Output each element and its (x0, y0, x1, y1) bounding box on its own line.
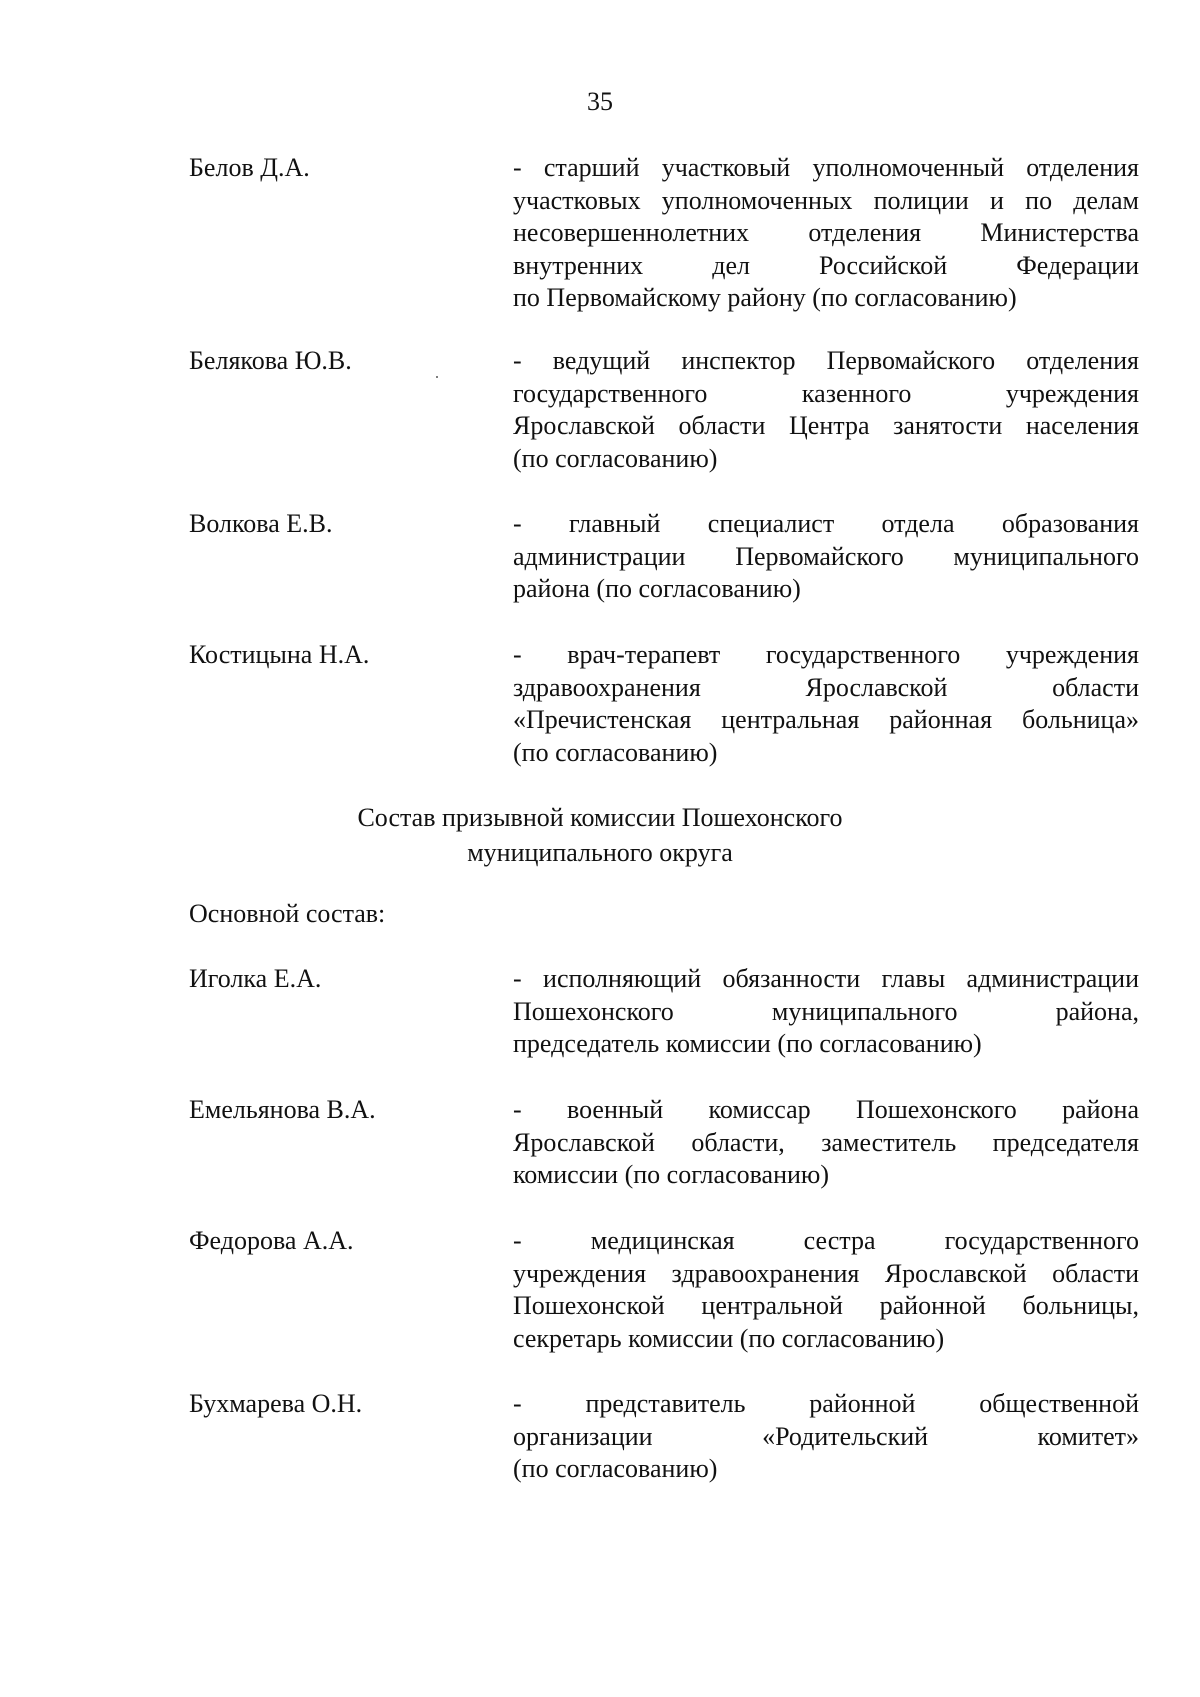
member-role (513, 1388, 1139, 1486)
member-role (513, 1225, 1139, 1355)
member-name: Бухмарева О.Н. (189, 1389, 363, 1418)
role-line: Ярославской области, заместитель председателя (513, 1127, 1139, 1157)
role-line: внутренних дел Российской Федерации (513, 250, 1139, 280)
role-line: (по согласованию) (513, 1454, 718, 1483)
role-line: - главный специалист отдела образования (513, 509, 1139, 538)
role-line: - исполняющий обязанности главы администрации (513, 964, 1139, 993)
member-name: Волкова Е.В. (189, 509, 333, 538)
role-line: комиссии (по согласованию) (513, 1160, 829, 1189)
role-line: (по согласованию) (513, 443, 718, 473)
member-name: Федорова А.А. (189, 1226, 354, 1255)
role-line: - медицинская сестра государственного (513, 1226, 1139, 1255)
role-line: района (по согласованию) (513, 574, 801, 603)
role-line: - старший участковый уполномоченный отделения (513, 153, 1139, 182)
role-line: по Первомайскому району (по согласованию) (513, 283, 1017, 312)
member-role (513, 1094, 1139, 1192)
role-line: администрации Первомайского муниципального (513, 541, 1139, 571)
subheading: Основной состав: (189, 899, 386, 928)
role-line: (по согласованию) (513, 737, 718, 767)
member-name: Костицына Н.А. (189, 640, 370, 669)
page-number: 35 (587, 87, 613, 116)
role-line: государственного казенного учреждения (513, 378, 1139, 408)
role-line: несовершеннолетних отделения Министерства (513, 218, 1139, 247)
role-line: Пошехонского муниципального района, (513, 996, 1139, 1026)
role-line: - ведущий инспектор Первомайского отделения (513, 346, 1139, 375)
role-line: учреждения здравоохранения Ярославской области (513, 1258, 1139, 1288)
role-line: участковых уполномоченных полиции и по делам (513, 185, 1139, 215)
role-line: - представитель районной общественной (513, 1389, 1139, 1418)
member-role (513, 963, 1139, 1061)
role-line: здравоохранения Ярославской области (513, 672, 1139, 702)
role-line: «Пречистенская центральная районная больница» (513, 705, 1139, 734)
role-line: - военный комиссар Пошехонского района (513, 1095, 1139, 1124)
member-role (513, 639, 1139, 769)
role-line: Пошехонской центральной районной больницы, (513, 1291, 1139, 1320)
member-name: Белякова Ю.В. (189, 346, 352, 375)
member-role (513, 508, 1139, 606)
role-line: секретарь комиссии (по согласованию) (513, 1323, 945, 1353)
member-name: Емельянова В.А. (189, 1095, 376, 1124)
member-name: Иголка Е.А. (189, 964, 322, 993)
section-title-line: Состав призывной комиссии Пошехонского (357, 803, 843, 832)
section-title-line: муниципального округа (467, 838, 733, 867)
role-line: председатель комиссии (по согласованию) (513, 1029, 982, 1058)
member-role (513, 345, 1139, 475)
member-role (513, 152, 1139, 315)
role-line: - врач-терапевт государственного учреждения (513, 640, 1139, 669)
section-title (0, 800, 1200, 870)
role-line: Ярославской области Центра занятости населения (513, 411, 1139, 440)
scan-speck (436, 376, 438, 378)
role-line: организации «Родительский комитет» (513, 1421, 1139, 1451)
member-name: Белов Д.А. (189, 153, 310, 182)
